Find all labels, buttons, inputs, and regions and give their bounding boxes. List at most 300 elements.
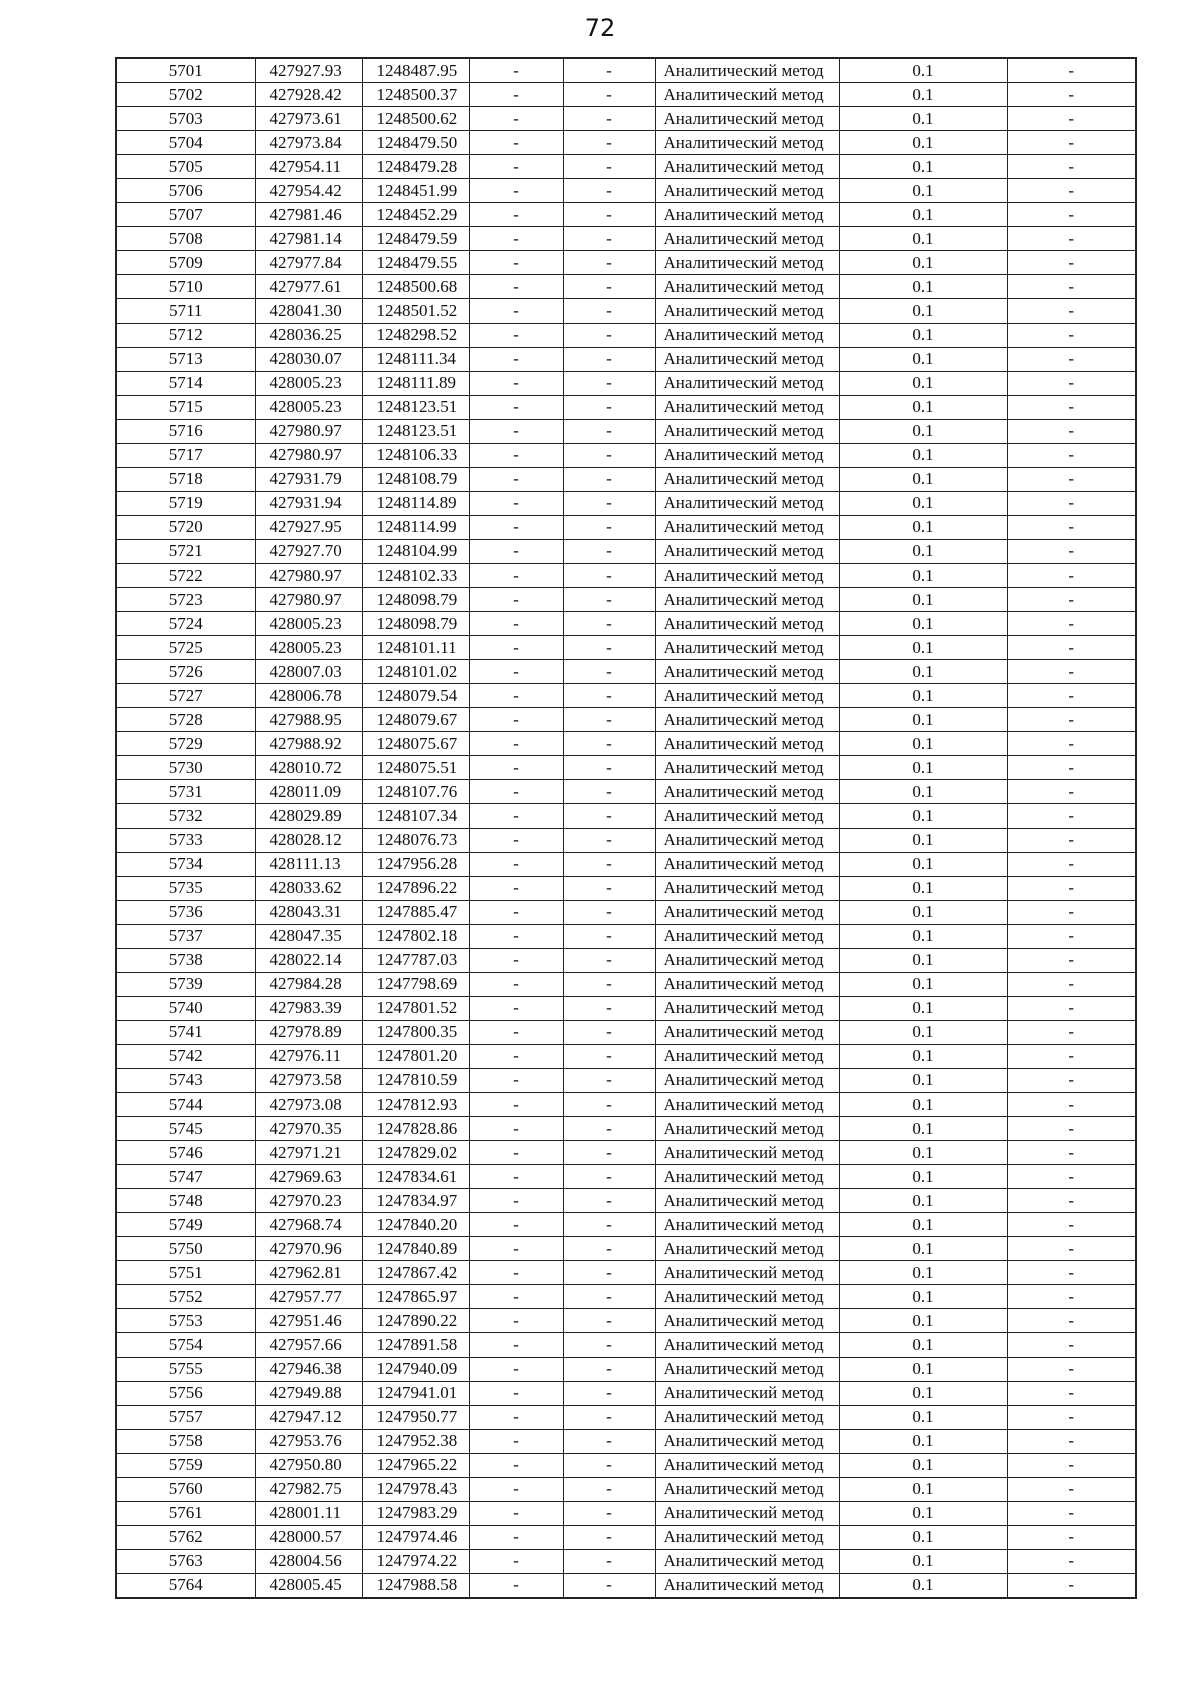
table-row (116, 1453, 1136, 1477)
dash-cell-c: - (1007, 1117, 1136, 1141)
dash-cell-a: - (469, 756, 563, 780)
dash-cell-a: - (469, 972, 563, 996)
x-coordinate-cell: 427980.97 (255, 443, 362, 467)
method-cell: Аналитический метод (655, 684, 839, 708)
method-cell: Аналитический метод (655, 1068, 839, 1092)
dash-cell-b: - (563, 1117, 655, 1141)
point-number-cell: 5722 (116, 563, 255, 587)
dash-cell-b: - (563, 443, 655, 467)
table-row (116, 563, 1136, 587)
accuracy-cell: 0.1 (839, 852, 1007, 876)
x-coordinate-cell: 428022.14 (255, 948, 362, 972)
accuracy-cell: 0.1 (839, 1501, 1007, 1525)
dash-cell-a: - (469, 828, 563, 852)
dash-cell-a: - (469, 1501, 563, 1525)
accuracy-cell: 0.1 (839, 227, 1007, 251)
accuracy-cell: 0.1 (839, 1405, 1007, 1429)
table-row (116, 804, 1136, 828)
y-coordinate-cell: 1248500.37 (362, 83, 469, 107)
dash-cell-c: - (1007, 58, 1136, 83)
dash-cell-a: - (469, 467, 563, 491)
y-coordinate-cell: 1247834.61 (362, 1165, 469, 1189)
x-coordinate-cell: 428004.56 (255, 1549, 362, 1573)
point-number-cell: 5733 (116, 828, 255, 852)
method-cell: Аналитический метод (655, 996, 839, 1020)
dash-cell-b: - (563, 996, 655, 1020)
point-number-cell: 5751 (116, 1261, 255, 1285)
method-cell: Аналитический метод (655, 1501, 839, 1525)
point-number-cell: 5741 (116, 1020, 255, 1044)
dash-cell-a: - (469, 155, 563, 179)
dash-cell-c: - (1007, 131, 1136, 155)
method-cell: Аналитический метод (655, 1020, 839, 1044)
accuracy-cell: 0.1 (839, 1309, 1007, 1333)
dash-cell-c: - (1007, 732, 1136, 756)
table-row (116, 443, 1136, 467)
accuracy-cell: 0.1 (839, 1044, 1007, 1068)
method-cell: Аналитический метод (655, 467, 839, 491)
dash-cell-c: - (1007, 1477, 1136, 1501)
dash-cell-a: - (469, 948, 563, 972)
dash-cell-b: - (563, 828, 655, 852)
point-number-cell: 5738 (116, 948, 255, 972)
point-number-cell: 5726 (116, 660, 255, 684)
dash-cell-b: - (563, 515, 655, 539)
point-number-cell: 5705 (116, 155, 255, 179)
point-number-cell: 5756 (116, 1381, 255, 1405)
dash-cell-c: - (1007, 1381, 1136, 1405)
x-coordinate-cell: 427980.97 (255, 588, 362, 612)
method-cell: Аналитический метод (655, 876, 839, 900)
point-number-cell: 5723 (116, 588, 255, 612)
dash-cell-a: - (469, 299, 563, 323)
table-row (116, 155, 1136, 179)
table-row (116, 347, 1136, 371)
dash-cell-a: - (469, 131, 563, 155)
method-cell: Аналитический метод (655, 972, 839, 996)
accuracy-cell: 0.1 (839, 948, 1007, 972)
accuracy-cell: 0.1 (839, 155, 1007, 179)
point-number-cell: 5711 (116, 299, 255, 323)
accuracy-cell: 0.1 (839, 179, 1007, 203)
point-number-cell: 5746 (116, 1141, 255, 1165)
x-coordinate-cell: 427984.28 (255, 972, 362, 996)
x-coordinate-cell: 427927.93 (255, 58, 362, 83)
x-coordinate-cell: 427982.75 (255, 1477, 362, 1501)
dash-cell-b: - (563, 1165, 655, 1189)
x-coordinate-cell: 428033.62 (255, 876, 362, 900)
table-row (116, 1525, 1136, 1549)
dash-cell-a: - (469, 684, 563, 708)
dash-cell-a: - (469, 996, 563, 1020)
dash-cell-b: - (563, 371, 655, 395)
method-cell: Аналитический метод (655, 612, 839, 636)
y-coordinate-cell: 1247840.20 (362, 1213, 469, 1237)
table-row (116, 1189, 1136, 1213)
method-cell: Аналитический метод (655, 732, 839, 756)
dash-cell-c: - (1007, 588, 1136, 612)
x-coordinate-cell: 427973.58 (255, 1068, 362, 1092)
accuracy-cell: 0.1 (839, 83, 1007, 107)
x-coordinate-cell: 427931.79 (255, 467, 362, 491)
method-cell: Аналитический метод (655, 1333, 839, 1357)
dash-cell-a: - (469, 1525, 563, 1549)
x-coordinate-cell: 427968.74 (255, 1213, 362, 1237)
dash-cell-c: - (1007, 107, 1136, 131)
table-row (116, 1068, 1136, 1092)
y-coordinate-cell: 1248479.59 (362, 227, 469, 251)
point-number-cell: 5730 (116, 756, 255, 780)
x-coordinate-cell: 428030.07 (255, 347, 362, 371)
accuracy-cell: 0.1 (839, 1141, 1007, 1165)
x-coordinate-cell: 428006.78 (255, 684, 362, 708)
accuracy-cell: 0.1 (839, 876, 1007, 900)
dash-cell-b: - (563, 1525, 655, 1549)
dash-cell-c: - (1007, 251, 1136, 275)
accuracy-cell: 0.1 (839, 299, 1007, 323)
method-cell: Аналитический метод (655, 1477, 839, 1501)
dash-cell-c: - (1007, 660, 1136, 684)
dash-cell-c: - (1007, 924, 1136, 948)
accuracy-cell: 0.1 (839, 780, 1007, 804)
dash-cell-c: - (1007, 539, 1136, 563)
table-row (116, 515, 1136, 539)
dash-cell-c: - (1007, 828, 1136, 852)
y-coordinate-cell: 1247829.02 (362, 1141, 469, 1165)
y-coordinate-cell: 1248123.51 (362, 395, 469, 419)
point-number-cell: 5748 (116, 1189, 255, 1213)
y-coordinate-cell: 1247812.93 (362, 1093, 469, 1117)
dash-cell-b: - (563, 1501, 655, 1525)
table-row (116, 996, 1136, 1020)
dash-cell-a: - (469, 1333, 563, 1357)
y-coordinate-cell: 1247810.59 (362, 1068, 469, 1092)
x-coordinate-cell: 427954.11 (255, 155, 362, 179)
y-coordinate-cell: 1247787.03 (362, 948, 469, 972)
dash-cell-c: - (1007, 443, 1136, 467)
dash-cell-c: - (1007, 1189, 1136, 1213)
y-coordinate-cell: 1248298.52 (362, 323, 469, 347)
dash-cell-a: - (469, 636, 563, 660)
accuracy-cell: 0.1 (839, 924, 1007, 948)
method-cell: Аналитический метод (655, 1309, 839, 1333)
dash-cell-a: - (469, 1020, 563, 1044)
y-coordinate-cell: 1247941.01 (362, 1381, 469, 1405)
accuracy-cell: 0.1 (839, 203, 1007, 227)
dash-cell-c: - (1007, 1549, 1136, 1573)
table-row (116, 395, 1136, 419)
x-coordinate-cell: 428029.89 (255, 804, 362, 828)
x-coordinate-cell: 427977.84 (255, 251, 362, 275)
y-coordinate-cell: 1248107.76 (362, 780, 469, 804)
dash-cell-a: - (469, 804, 563, 828)
method-cell: Аналитический метод (655, 1357, 839, 1381)
y-coordinate-cell: 1248106.33 (362, 443, 469, 467)
accuracy-cell: 0.1 (839, 828, 1007, 852)
dash-cell-c: - (1007, 1165, 1136, 1189)
dash-cell-c: - (1007, 83, 1136, 107)
table-row (116, 972, 1136, 996)
y-coordinate-cell: 1248479.50 (362, 131, 469, 155)
point-number-cell: 5709 (116, 251, 255, 275)
dash-cell-c: - (1007, 948, 1136, 972)
dash-cell-b: - (563, 900, 655, 924)
x-coordinate-cell: 427954.42 (255, 179, 362, 203)
x-coordinate-cell: 428041.30 (255, 299, 362, 323)
y-coordinate-cell: 1248487.95 (362, 58, 469, 83)
dash-cell-b: - (563, 227, 655, 251)
dash-cell-b: - (563, 83, 655, 107)
accuracy-cell: 0.1 (839, 1333, 1007, 1357)
y-coordinate-cell: 1248102.33 (362, 563, 469, 587)
dash-cell-a: - (469, 563, 563, 587)
x-coordinate-cell: 427962.81 (255, 1261, 362, 1285)
dash-cell-b: - (563, 1237, 655, 1261)
accuracy-cell: 0.1 (839, 1429, 1007, 1453)
dash-cell-a: - (469, 419, 563, 443)
y-coordinate-cell: 1248079.54 (362, 684, 469, 708)
dash-cell-b: - (563, 323, 655, 347)
point-number-cell: 5715 (116, 395, 255, 419)
method-cell: Аналитический метод (655, 563, 839, 587)
dash-cell-b: - (563, 58, 655, 83)
point-number-cell: 5740 (116, 996, 255, 1020)
x-coordinate-cell: 427946.38 (255, 1357, 362, 1381)
dash-cell-b: - (563, 1020, 655, 1044)
dash-cell-b: - (563, 275, 655, 299)
point-number-cell: 5749 (116, 1213, 255, 1237)
point-number-cell: 5742 (116, 1044, 255, 1068)
dash-cell-a: - (469, 1068, 563, 1092)
accuracy-cell: 0.1 (839, 539, 1007, 563)
x-coordinate-cell: 427970.96 (255, 1237, 362, 1261)
point-number-cell: 5717 (116, 443, 255, 467)
x-coordinate-cell: 428010.72 (255, 756, 362, 780)
dash-cell-a: - (469, 1141, 563, 1165)
dash-cell-c: - (1007, 900, 1136, 924)
point-number-cell: 5732 (116, 804, 255, 828)
dash-cell-c: - (1007, 1044, 1136, 1068)
x-coordinate-cell: 427971.21 (255, 1141, 362, 1165)
dash-cell-c: - (1007, 756, 1136, 780)
accuracy-cell: 0.1 (839, 275, 1007, 299)
dash-cell-b: - (563, 395, 655, 419)
y-coordinate-cell: 1248079.67 (362, 708, 469, 732)
accuracy-cell: 0.1 (839, 563, 1007, 587)
method-cell: Аналитический метод (655, 636, 839, 660)
table-row (116, 227, 1136, 251)
dash-cell-b: - (563, 203, 655, 227)
y-coordinate-cell: 1248114.99 (362, 515, 469, 539)
table-row (116, 828, 1136, 852)
accuracy-cell: 0.1 (839, 1285, 1007, 1309)
dash-cell-c: - (1007, 1213, 1136, 1237)
dash-cell-b: - (563, 1381, 655, 1405)
table-body (116, 58, 1136, 1598)
method-cell: Аналитический метод (655, 1549, 839, 1573)
dash-cell-a: - (469, 1477, 563, 1501)
dash-cell-c: - (1007, 996, 1136, 1020)
dash-cell-a: - (469, 107, 563, 131)
method-cell: Аналитический метод (655, 1453, 839, 1477)
method-cell: Аналитический метод (655, 347, 839, 371)
method-cell: Аналитический метод (655, 660, 839, 684)
accuracy-cell: 0.1 (839, 1453, 1007, 1477)
point-number-cell: 5716 (116, 419, 255, 443)
dash-cell-a: - (469, 1093, 563, 1117)
x-coordinate-cell: 428111.13 (255, 852, 362, 876)
y-coordinate-cell: 1248479.55 (362, 251, 469, 275)
dash-cell-a: - (469, 347, 563, 371)
point-number-cell: 5703 (116, 107, 255, 131)
table-row (116, 1141, 1136, 1165)
dash-cell-b: - (563, 924, 655, 948)
point-number-cell: 5752 (116, 1285, 255, 1309)
dash-cell-c: - (1007, 1573, 1136, 1598)
dash-cell-a: - (469, 588, 563, 612)
dash-cell-b: - (563, 539, 655, 563)
point-number-cell: 5736 (116, 900, 255, 924)
dash-cell-a: - (469, 924, 563, 948)
x-coordinate-cell: 427957.66 (255, 1333, 362, 1357)
table-row (116, 708, 1136, 732)
dash-cell-b: - (563, 1477, 655, 1501)
y-coordinate-cell: 1247896.22 (362, 876, 469, 900)
dash-cell-a: - (469, 1213, 563, 1237)
x-coordinate-cell: 427953.76 (255, 1429, 362, 1453)
accuracy-cell: 0.1 (839, 996, 1007, 1020)
accuracy-cell: 0.1 (839, 756, 1007, 780)
dash-cell-a: - (469, 515, 563, 539)
dash-cell-b: - (563, 1429, 655, 1453)
dash-cell-c: - (1007, 155, 1136, 179)
method-cell: Аналитический метод (655, 539, 839, 563)
x-coordinate-cell: 427927.95 (255, 515, 362, 539)
dash-cell-c: - (1007, 852, 1136, 876)
dash-cell-b: - (563, 1333, 655, 1357)
dash-cell-c: - (1007, 780, 1136, 804)
dash-cell-a: - (469, 179, 563, 203)
dash-cell-b: - (563, 179, 655, 203)
dash-cell-c: - (1007, 876, 1136, 900)
method-cell: Аналитический метод (655, 1285, 839, 1309)
x-coordinate-cell: 427973.08 (255, 1093, 362, 1117)
method-cell: Аналитический метод (655, 948, 839, 972)
point-number-cell: 5759 (116, 1453, 255, 1477)
point-number-cell: 5744 (116, 1093, 255, 1117)
dash-cell-c: - (1007, 612, 1136, 636)
dash-cell-a: - (469, 1237, 563, 1261)
method-cell: Аналитический метод (655, 155, 839, 179)
accuracy-cell: 0.1 (839, 515, 1007, 539)
dash-cell-a: - (469, 395, 563, 419)
table-row (116, 1549, 1136, 1573)
table-row (116, 1501, 1136, 1525)
y-coordinate-cell: 1248104.99 (362, 539, 469, 563)
method-cell: Аналитический метод (655, 203, 839, 227)
y-coordinate-cell: 1248111.89 (362, 371, 469, 395)
dash-cell-a: - (469, 660, 563, 684)
table-row (116, 1381, 1136, 1405)
x-coordinate-cell: 427931.94 (255, 491, 362, 515)
accuracy-cell: 0.1 (839, 58, 1007, 83)
y-coordinate-cell: 1248479.28 (362, 155, 469, 179)
y-coordinate-cell: 1248101.11 (362, 636, 469, 660)
method-cell: Аналитический метод (655, 1044, 839, 1068)
table-row (116, 275, 1136, 299)
method-cell: Аналитический метод (655, 1573, 839, 1598)
x-coordinate-cell: 427976.11 (255, 1044, 362, 1068)
dash-cell-b: - (563, 1189, 655, 1213)
y-coordinate-cell: 1247988.58 (362, 1573, 469, 1598)
y-coordinate-cell: 1248501.52 (362, 299, 469, 323)
dash-cell-c: - (1007, 347, 1136, 371)
table-row (116, 852, 1136, 876)
y-coordinate-cell: 1247956.28 (362, 852, 469, 876)
dash-cell-a: - (469, 443, 563, 467)
method-cell: Аналитический метод (655, 900, 839, 924)
method-cell: Аналитический метод (655, 275, 839, 299)
dash-cell-c: - (1007, 1020, 1136, 1044)
dash-cell-a: - (469, 732, 563, 756)
method-cell: Аналитический метод (655, 588, 839, 612)
y-coordinate-cell: 1247798.69 (362, 972, 469, 996)
x-coordinate-cell: 427969.63 (255, 1165, 362, 1189)
table-row (116, 1309, 1136, 1333)
dash-cell-b: - (563, 780, 655, 804)
table-row (116, 1237, 1136, 1261)
accuracy-cell: 0.1 (839, 131, 1007, 155)
method-cell: Аналитический метод (655, 708, 839, 732)
table-row (116, 924, 1136, 948)
dash-cell-a: - (469, 203, 563, 227)
table-row (116, 251, 1136, 275)
accuracy-cell: 0.1 (839, 467, 1007, 491)
dash-cell-c: - (1007, 179, 1136, 203)
accuracy-cell: 0.1 (839, 1093, 1007, 1117)
accuracy-cell: 0.1 (839, 395, 1007, 419)
dash-cell-c: - (1007, 1237, 1136, 1261)
x-coordinate-cell: 427927.70 (255, 539, 362, 563)
table-row (116, 83, 1136, 107)
y-coordinate-cell: 1247950.77 (362, 1405, 469, 1429)
table-row (116, 1357, 1136, 1381)
dash-cell-a: - (469, 251, 563, 275)
dash-cell-a: - (469, 1405, 563, 1429)
y-coordinate-cell: 1248075.51 (362, 756, 469, 780)
x-coordinate-cell: 427978.89 (255, 1020, 362, 1044)
x-coordinate-cell: 427973.61 (255, 107, 362, 131)
dash-cell-c: - (1007, 636, 1136, 660)
page-number: 72 (584, 14, 616, 42)
accuracy-cell: 0.1 (839, 251, 1007, 275)
dash-cell-b: - (563, 1573, 655, 1598)
x-coordinate-cell: 428000.57 (255, 1525, 362, 1549)
point-number-cell: 5754 (116, 1333, 255, 1357)
y-coordinate-cell: 1247891.58 (362, 1333, 469, 1357)
x-coordinate-cell: 427970.35 (255, 1117, 362, 1141)
accuracy-cell: 0.1 (839, 588, 1007, 612)
table-row (116, 1261, 1136, 1285)
table-row (116, 491, 1136, 515)
table-row (116, 107, 1136, 131)
point-number-cell: 5764 (116, 1573, 255, 1598)
dash-cell-c: - (1007, 227, 1136, 251)
dash-cell-b: - (563, 756, 655, 780)
point-number-cell: 5719 (116, 491, 255, 515)
dash-cell-c: - (1007, 708, 1136, 732)
accuracy-cell: 0.1 (839, 419, 1007, 443)
